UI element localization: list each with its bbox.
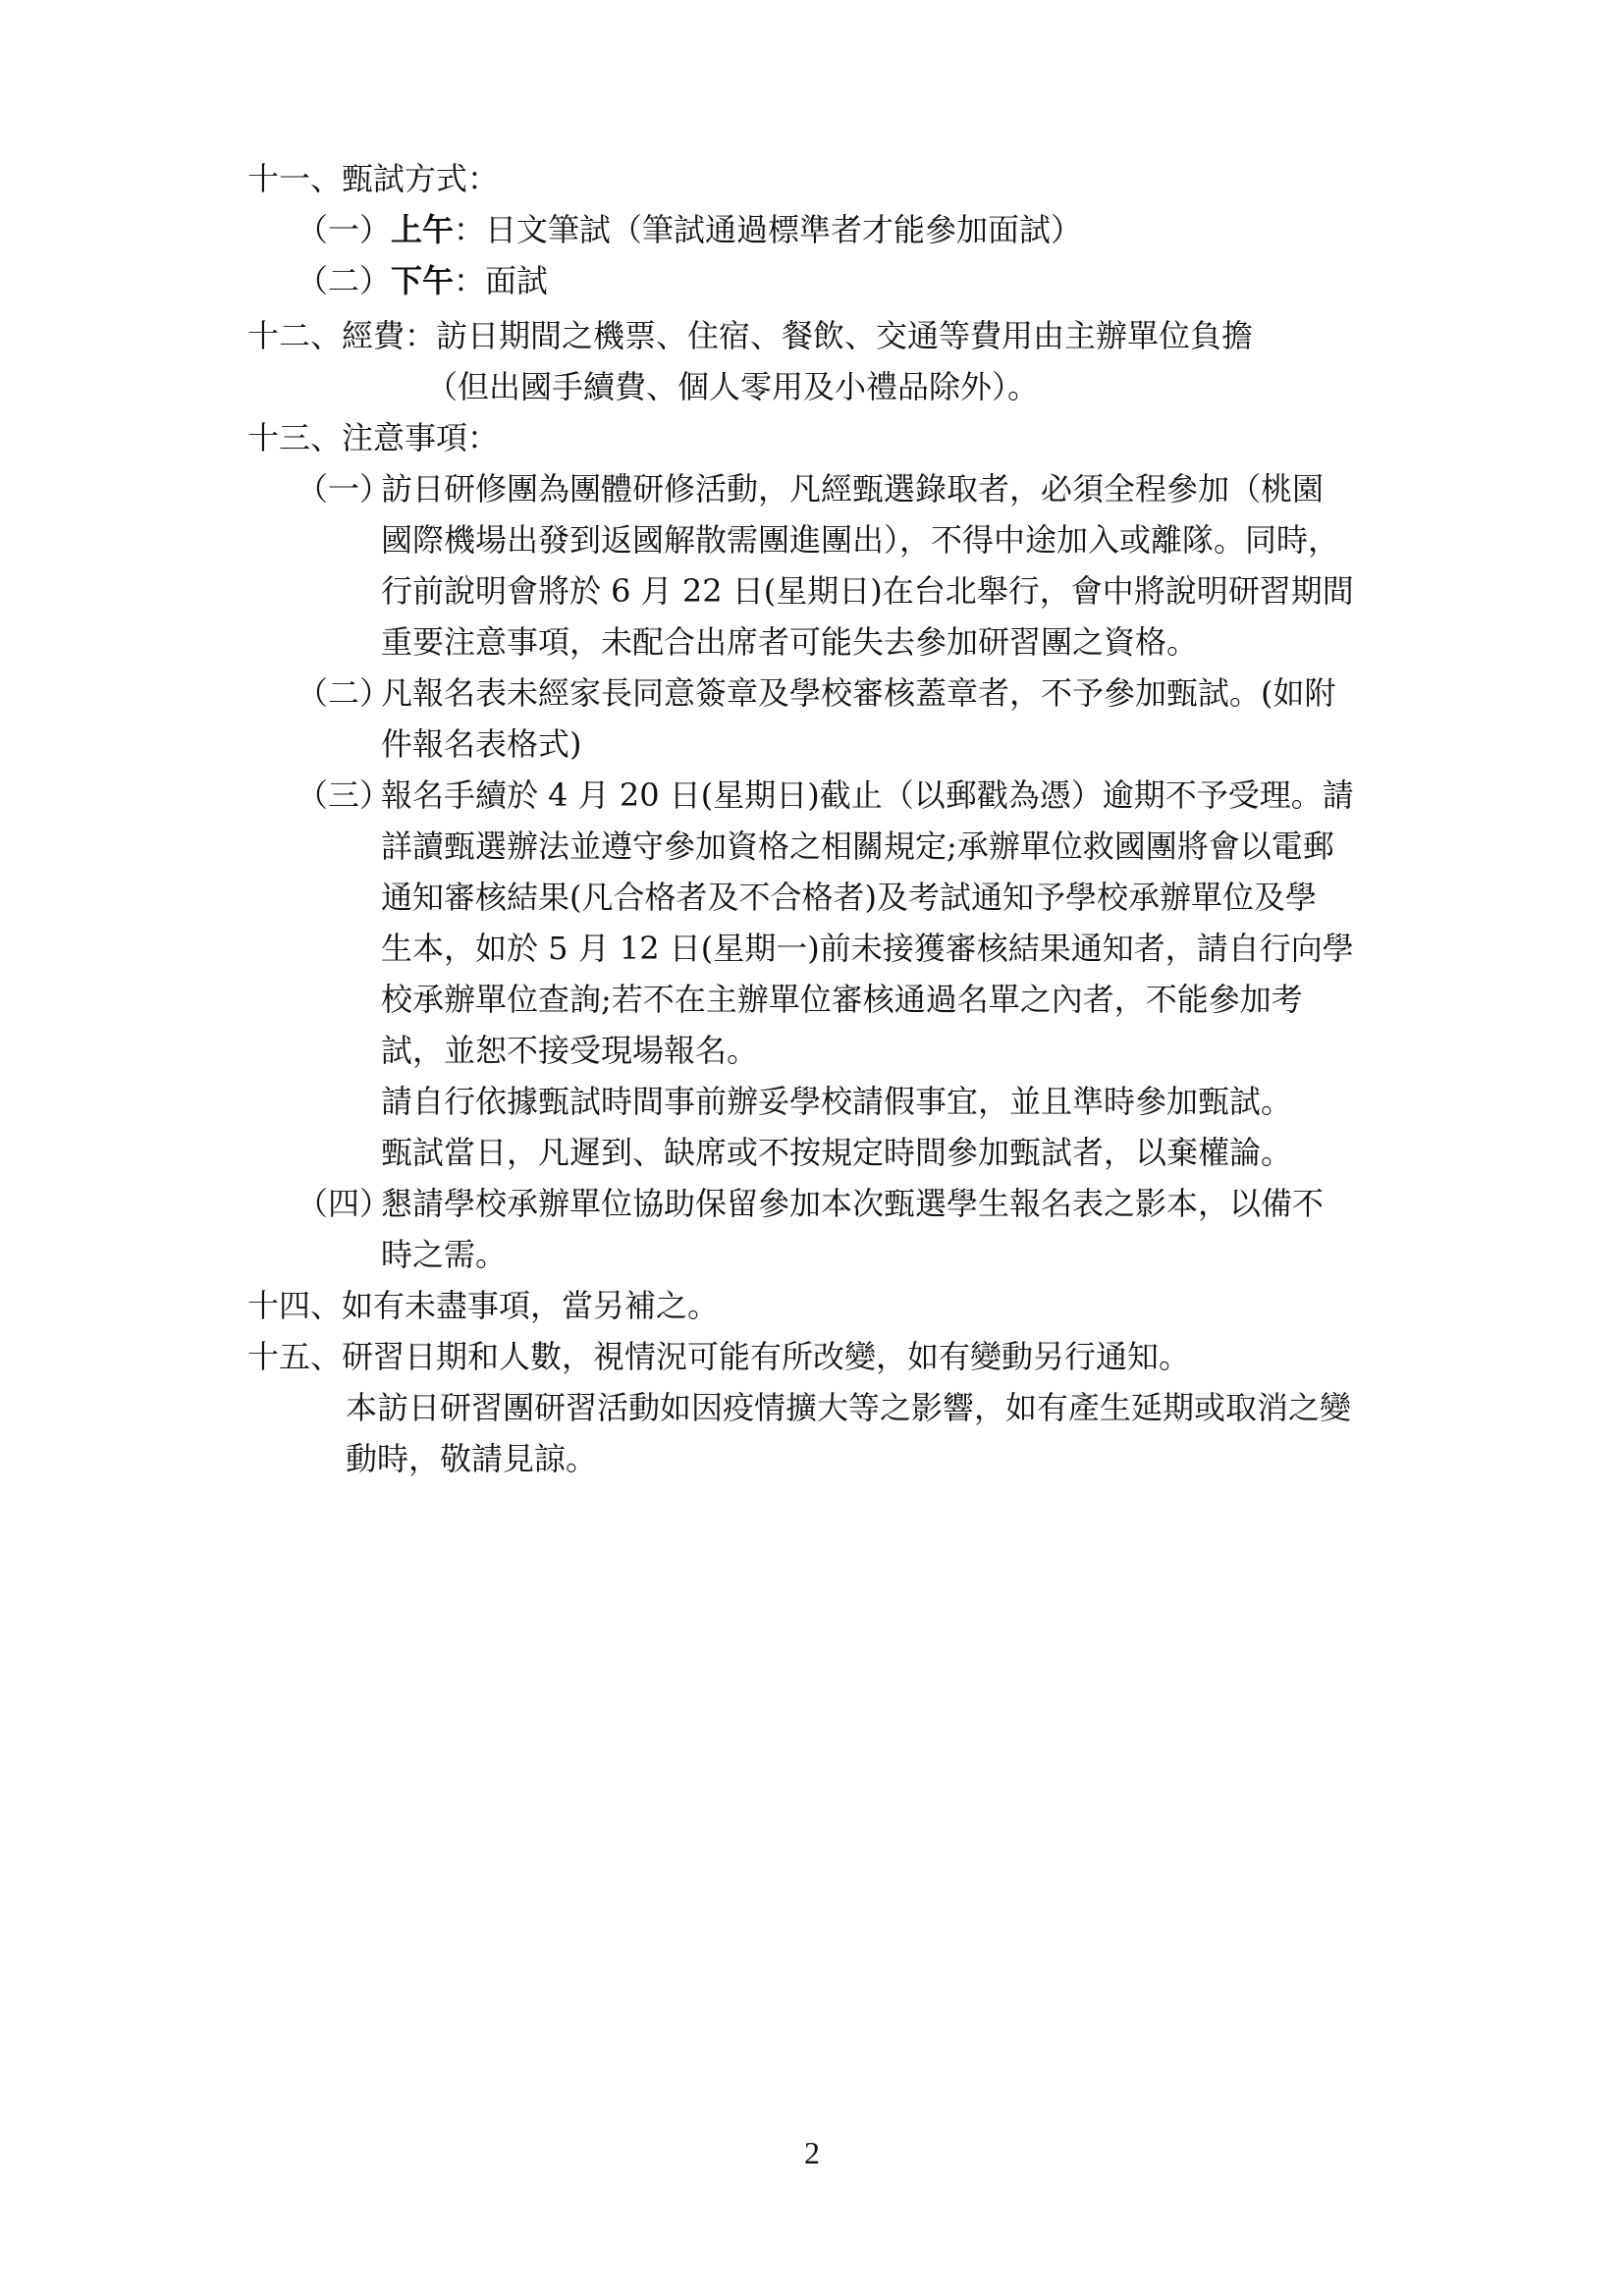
section-13-item-3-line: 通知審核結果(凡合格者及不合格者)及考試通知予學校承辦單位及學 bbox=[381, 879, 1317, 916]
section-13-item-3-line: 報名手續於 4 月 20 日(星期日)截止（以郵戳為憑）逾期不予受理。請 bbox=[381, 776, 1354, 814]
section-13-heading: 十三、注意事項： bbox=[247, 419, 500, 456]
item-marker: （一） bbox=[297, 211, 392, 248]
section-13-item-3-marker: （三） bbox=[297, 776, 392, 814]
item-text: ：日文筆試（筆試通過標準者才能參加面試） bbox=[454, 211, 1083, 248]
section-13-item-2-line: 件報名表格式) bbox=[381, 725, 582, 763]
section-13-item-2-marker: （二） bbox=[297, 674, 392, 712]
section-12-heading: 十二、經費：訪日期間之機票、住宿、餐飲、交通等費用由主辦單位負擔 bbox=[247, 317, 1254, 354]
section-13-item-1-line: 行前說明會將於 6 月 22 日(星期日)在台北舉行，會中將說明研習期間 bbox=[381, 572, 1354, 610]
section-11-item-2 bbox=[297, 261, 548, 300]
section-11-item-1 bbox=[297, 210, 1082, 249]
section-13-item-4-line: 時之需。 bbox=[381, 1236, 508, 1273]
section-13-item-2-line: 凡報名表未經家長同意簽章及學校審核蓋章者，不予參加甄試。(如附 bbox=[381, 674, 1336, 712]
section-15-heading: 十五、研習日期和人數，視情況可能有所改變，如有變動另行通知。 bbox=[247, 1338, 1191, 1375]
section-13-item-3-line: 甄試當日，凡遲到、缺席或不按規定時間參加甄試者，以棄權論。 bbox=[381, 1134, 1293, 1171]
item-marker: （二） bbox=[297, 262, 392, 299]
item-label-morning: 上午 bbox=[391, 211, 455, 248]
section-13-item-3-line: 試，並恕不接受現場報名。 bbox=[381, 1032, 759, 1069]
section-13-item-3-line: 請自行依據甄試時間事前辦妥學校請假事宜，並且準時參加甄試。 bbox=[381, 1083, 1293, 1120]
section-13-item-1-marker: （一） bbox=[297, 470, 392, 507]
section-14-heading: 十四、如有未盡事項，當另補之。 bbox=[247, 1287, 720, 1324]
section-13-item-4-line: 懇請學校承辦單位協助保留參加本次甄選學生報名表之影本，以備不 bbox=[381, 1185, 1325, 1222]
section-11-heading: 十一、甄試方式： bbox=[247, 160, 500, 197]
section-13-item-3-line: 校承辦單位查詢;若不在主辦單位審核通過名單之內者，不能參加考 bbox=[381, 981, 1303, 1018]
section-13-item-4-marker: （四） bbox=[297, 1185, 392, 1222]
section-13-item-1-line: 重要注意事項，未配合出席者可能失去參加研習團之資格。 bbox=[381, 623, 1199, 661]
section-12-continuation: （但出國手續費、個人零用及小禮品除外）。 bbox=[426, 368, 1040, 405]
item-label-afternoon: 下午 bbox=[391, 262, 455, 299]
item-text: ：面試 bbox=[454, 262, 549, 299]
page-number: 2 bbox=[804, 2135, 820, 2170]
section-13-item-1-line: 國際機場出發到返國解散需團進團出），不得中途加入或離隊。同時， bbox=[381, 521, 1340, 559]
section-13-item-1-line: 訪日研修團為團體研修活動，凡經甄選錄取者，必須全程參加（桃園 bbox=[381, 470, 1325, 507]
section-15-line: 動時，敬請見諒。 bbox=[346, 1440, 598, 1477]
section-15-line: 本訪日研習團研習活動如因疫情擴大等之影響，如有產生延期或取消之變 bbox=[346, 1389, 1352, 1426]
section-13-item-3-line: 生本，如於 5 月 12 日(星期一)前未接獲審核結果通知者，請自行向學 bbox=[381, 930, 1354, 967]
section-13-item-3-line: 詳讀甄選辦法並遵守參加資格之相關規定;承辦單位救國團將會以電郵 bbox=[381, 828, 1334, 865]
